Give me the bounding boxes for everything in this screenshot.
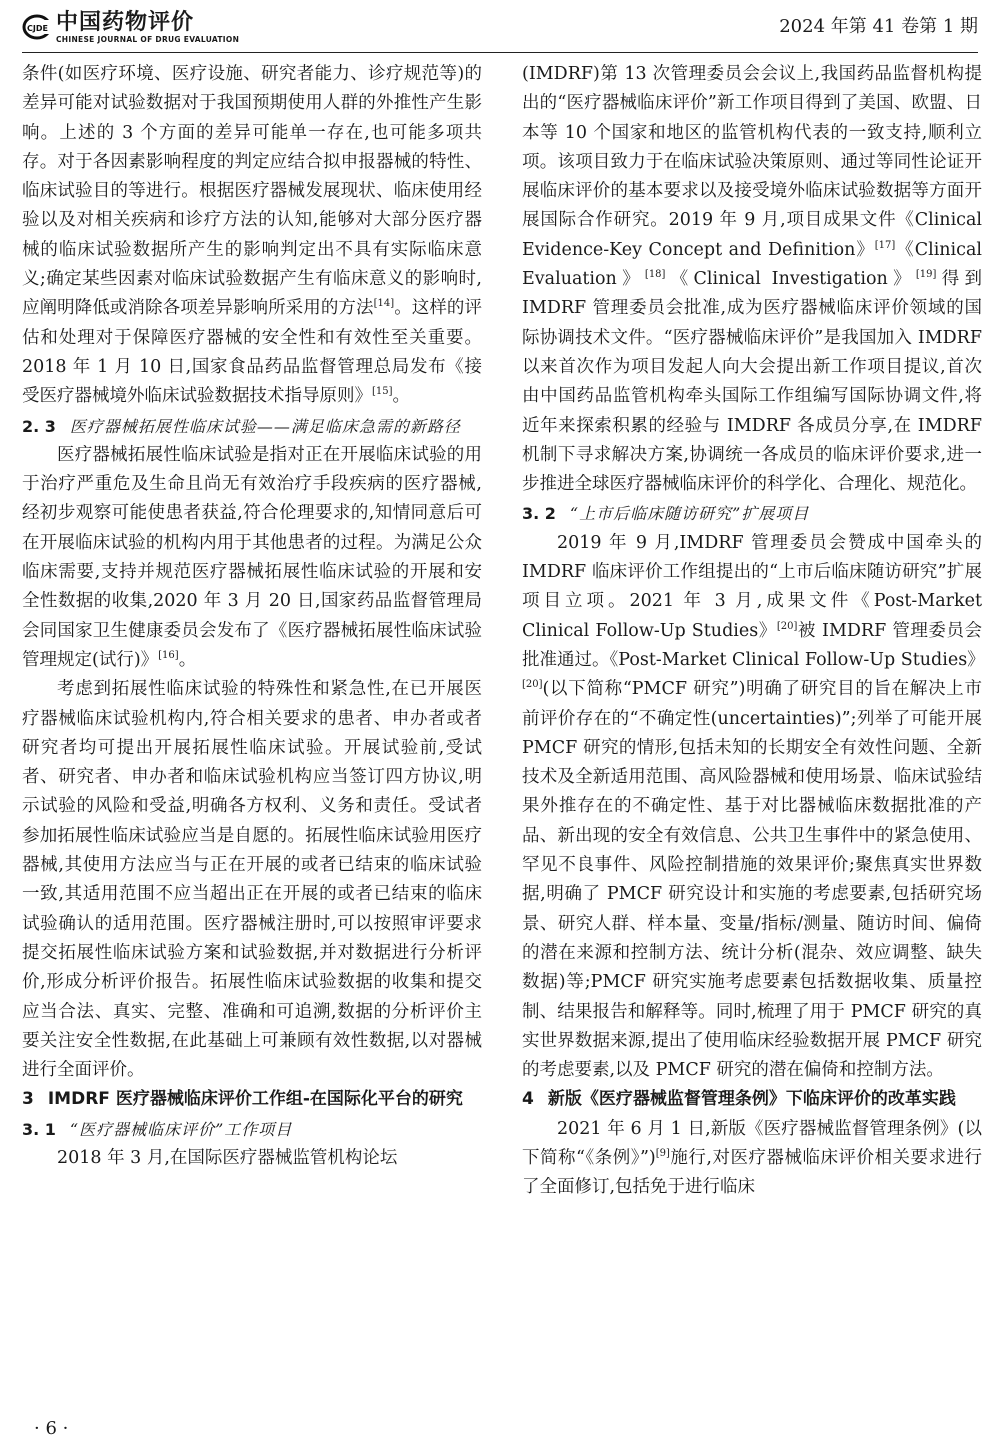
paragraph: 2021 年 6 月 1 日,新版《医疗器械监督管理条例》(以下简称“《条例》”)[9]施行,对医疗器械临床评价相关要求进行了全面修订,包括免于进行临床 bbox=[522, 1118, 982, 1198]
paragraph: 医疗器械拓展性临床试验是指对正在开展临床试验的用于治疗严重危及生命且尚无有效治疗手段疾病的医疗器械,经初步观察可能使患者获益,符合伦理要求的,知情同意后可在开展临床试验的机构内用于其他患者的过程。为满足公众临床需要,支持并规范医疗器械拓展性临床试验的开展和安全性数据的收集,2020 年 3 月 20 日,国家药品监督管理局会同国家卫生健康委员会发布了《医疗器械拓展性临床试验管理规定(试行)》[16]。 bbox=[22, 444, 482, 670]
section-heading-3-1: 3. 1 “医疗器械临床评价”工作项目 bbox=[22, 1119, 293, 1139]
citation: [17] bbox=[874, 239, 896, 251]
citation: [19] bbox=[915, 269, 937, 281]
journal-logo bbox=[22, 10, 262, 46]
paragraph: 条件(如医疗环境、医疗设施、研究者能力、诊疗规范等)的差异可能对试验数据对于我国预期使用人群的外推性产生影响。上述的 3 个方面的差异可能单一存在,也可能多项共存。对于各因素影响程度的判定应结合拟申报器械的特性、临床试验目的等进行。根据医疗器械发展现状、临床使用经验以及对相关疾病和诊疗方法的认知,能够对大部分医疗器械的临床试验数据所产生的影响判定出不具有实际临床意义;确定某些因素对临床试验数据产生有临床意义的影响时,应阐明降低或消除各项差异影响所采用的方法[14]。这样的评估和处理对于保障医疗器械的安全性和有效性至关重要。2018 年 1 月 10 日,国家食品药品监督管理总局发布《接受医疗器械境外临床试验数据技术指导原则》[15]。 bbox=[22, 64, 483, 407]
cjde-logo-icon bbox=[22, 14, 52, 40]
section-heading-3: 3 IMDRF 医疗器械临床评价工作组-在国际化平台的研究 bbox=[22, 1089, 463, 1110]
page-number: · 6 · bbox=[34, 1418, 69, 1439]
citation: [20] bbox=[522, 679, 543, 691]
citation: [15] bbox=[372, 386, 393, 398]
citation: [20] bbox=[776, 620, 798, 632]
journal-title-en: CHINESE JOURNAL OF DRUG EVALUATION bbox=[56, 35, 240, 44]
section-heading-4: 4 新版《医疗器械监督管理条例》下临床评价的改革实践 bbox=[522, 1089, 956, 1110]
paragraph: 考虑到拓展性临床试验的特殊性和紧急性,在已开展医疗器械临床试验机构内,符合相关要求的患者、申办者或者研究者均可提出开展拓展性临床试验。开展试验前,受试者、研究者、申办者和临床试验机构应当签订四方协议,明示试验的风险和受益,明确各方权利、义务和责任。受试者参加拓展性临床试验应当是自愿的。拓展性临床试验用医疗器械,其使用方法应当与正在开展的或者已结束的临床试验一致,其适用范围不应当超出正在开展的或者已结束的临床试验确认的适用范围。医疗器械注册时,可以按照审评要求提交拓展性临床试验方案和试验数据,并对数据进行分析评价,形成分析评价报告。拓展性临床试验数据的收集和提交应当合法、真实、完整、准确和可追溯,数据的分析评价主要关注安全性数据,在此基础上可兼顾有效性数据,以对器械进行全面评价。 bbox=[22, 679, 482, 1081]
left-column bbox=[22, 60, 482, 1173]
section-heading-2-3: 2. 3 医疗器械拓展性临床试验——满足临床急需的新路径 bbox=[22, 416, 461, 436]
section-heading-3-2: 3. 2 “上市后临床随访研究”扩展项目 bbox=[522, 504, 810, 524]
journal-title-cn: 中国药物评价 bbox=[56, 10, 195, 35]
svg-text:CJDE: CJDE bbox=[27, 24, 48, 33]
issue-info: 2024 年第 41 卷第 1 期 bbox=[779, 16, 978, 37]
page-header bbox=[22, 10, 978, 46]
paragraph: 2018 年 3 月,在国际医疗器械监管机构论坛 bbox=[57, 1147, 398, 1168]
citation: [14] bbox=[373, 298, 395, 310]
paragraph: 2019 年 9 月,IMDRF 管理委员会赞成中国牵头的 IMDRF 临床评价工作组提出的“上市后临床随访研究”扩展项目立项。2021 年 3 月,成果文件《Post-Market Clinical Follow-Up Studies》[20]被 IMDRF 管理委员会批准通过。《Post-Market Clinical Follow-Up Studies》[20](以下简称“PMCF 研究”)明确了研究目的旨在解决上市前评价存在的“不确定性(uncertainties)”;列举了可能开展 PMCF 研究的情形,包括未知的长期安全有效性问题、全新技术及全新适用范围、高风险器械和使用场景、临床试验结果外推存在的不确定性、基于对比器械临床数据批准的产品、新出现的安全有效信息、公共卫生事件中的紧急使用、罕见不良事件、风险控制措施的效果评价;聚焦真实世界数据,明确了 PMCF 研究设计和实施的考虑要素,包括研究场景、研究人群、样本量、变量/指标/测量、随访时间、偏倚的潜在来源和控制方法、统计分析(混杂、效应调整、缺失数据)等;PMCF 研究实施考虑要素包括数据收集、质量控制、结果报告和解释等。同时,梳理了用于 PMCF 研究的真实世界数据来源,提出了使用临床经验数据开展 PMCF 研究的考虑要素,以及 PMCF 研究的潜在偏倚和控制方法。 bbox=[522, 532, 985, 1081]
citation: [9] bbox=[655, 1148, 670, 1160]
right-column bbox=[522, 60, 985, 1203]
citation: [18] bbox=[644, 269, 666, 281]
header-rule bbox=[22, 52, 978, 53]
citation: [16] bbox=[158, 650, 179, 662]
paragraph: (IMDRF)第 13 次管理委员会会议上,我国药品监督机构提出的“医疗器械临床评价”新工作项目得到了美国、欧盟、日本等 10 个国家和地区的监管机构代表的一致支持,顺利立项。该项目致力于在临床试验决策原则、通过等同性论证开展临床评价的基本要求以及接受境外临床试验数据等方面开展国际合作研究。2019 年 9 月,项目成果文件《Clinical Evidence-Key Concept and Definition》[17]《Clinical Evaluation》[18]《Clinical Investigation》[19]得到 IMDRF 管理委员会批准,成为医疗器械临床评价领域的国际协调技术文件。“医疗器械临床评价”是我国加入 IMDRF 以来首次作为项目发起人向大会提出新工作项目提议,首次由中国药品监管机构牵头国际工作组编写国际协调文件,将近年来探索积累的经验与 IMDRF 各成员分享,在 IMDRF 机制下寻求解决方案,协调统一各成员的临床评价要求,进一步推进全球医疗器械临床评价的科学化、合理化、规范化。 bbox=[522, 64, 982, 495]
